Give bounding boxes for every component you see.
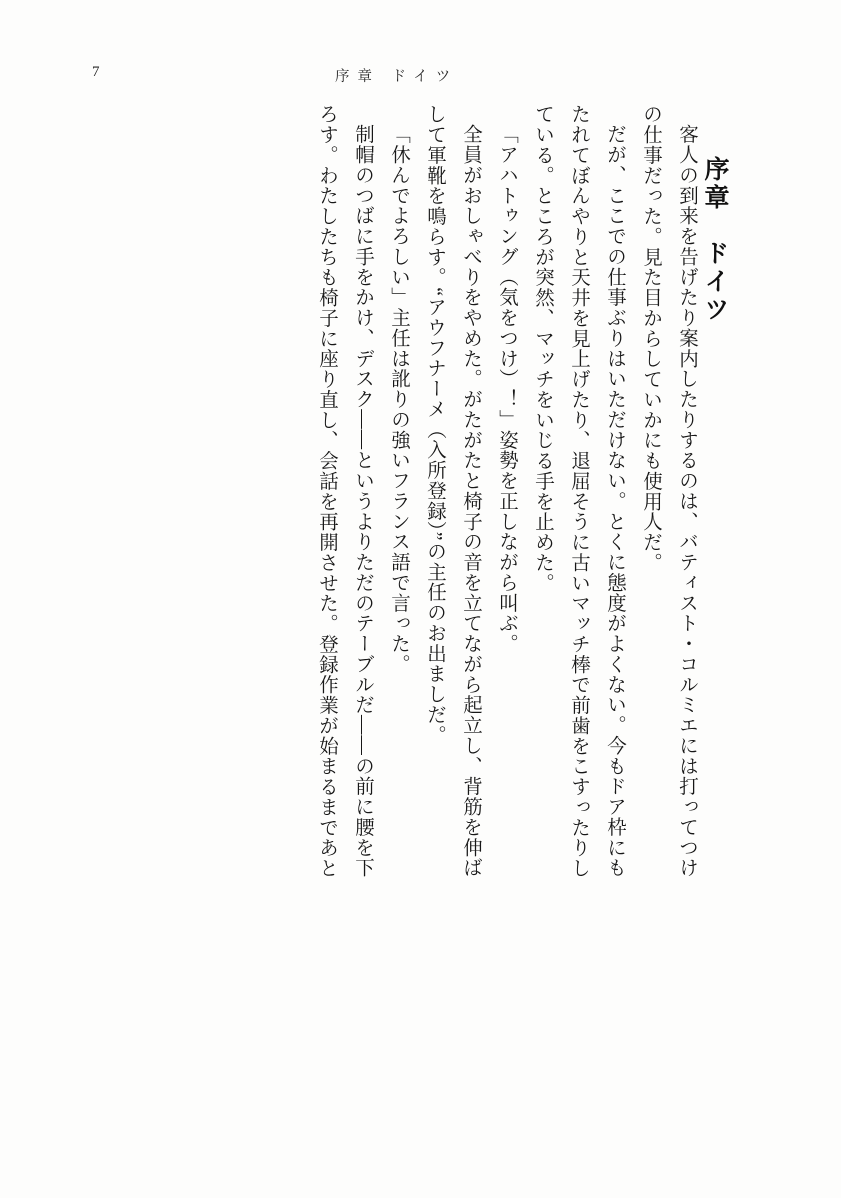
text-line: 全員がおしゃべりをやめた。がたがたと椅子の音を立てながら起立し、背筋を伸ば — [460, 124, 481, 878]
chapter-title: 序章 ドイツ — [701, 156, 728, 324]
text-line: 「アハトゥング（気をつけ）！」姿勢を正しながら叫ぶ。 — [496, 124, 517, 654]
page-header — [0, 62, 841, 98]
text-line: 「休んでよろしい」主任は訛りの強いフランス語で言った。 — [388, 124, 409, 675]
text-line: して軍靴を鳴らす。“アウフナーメ（入所登録）”の主任のお出ましだ。 — [424, 104, 445, 746]
running-head: 序章 ドイツ — [335, 69, 459, 85]
vertical-text-block — [300, 104, 696, 1104]
text-line: の仕事だった。見た目からしていかにも使用人だ。 — [640, 104, 661, 573]
page-number: 7 — [92, 64, 100, 80]
text-line: 制帽のつばに手をかけ、デスク――というよりただのテーブルだ――の前に腰を下 — [352, 124, 373, 878]
text-line: たれてぼんやりと天井を見上げたり、退屈そうに古いマッチ棒で前歯をこすったりし — [568, 104, 589, 879]
page-body — [78, 104, 768, 1114]
text-line: ている。ところが突然、マッチをいじる手を止めた。 — [532, 104, 553, 594]
text-line: ろす。わたしたちも椅子に座り直し、会話を再開させた。登録作業が始まるまであと — [316, 104, 337, 879]
text-line: 客人の到来を告げたり案内したりするのは、バティスト・コルミエには打ってつけ — [676, 124, 697, 878]
text-line: だが、ここでの仕事ぶりはいただけない。とくに態度がよくない。今もドア枠にも — [604, 124, 625, 878]
